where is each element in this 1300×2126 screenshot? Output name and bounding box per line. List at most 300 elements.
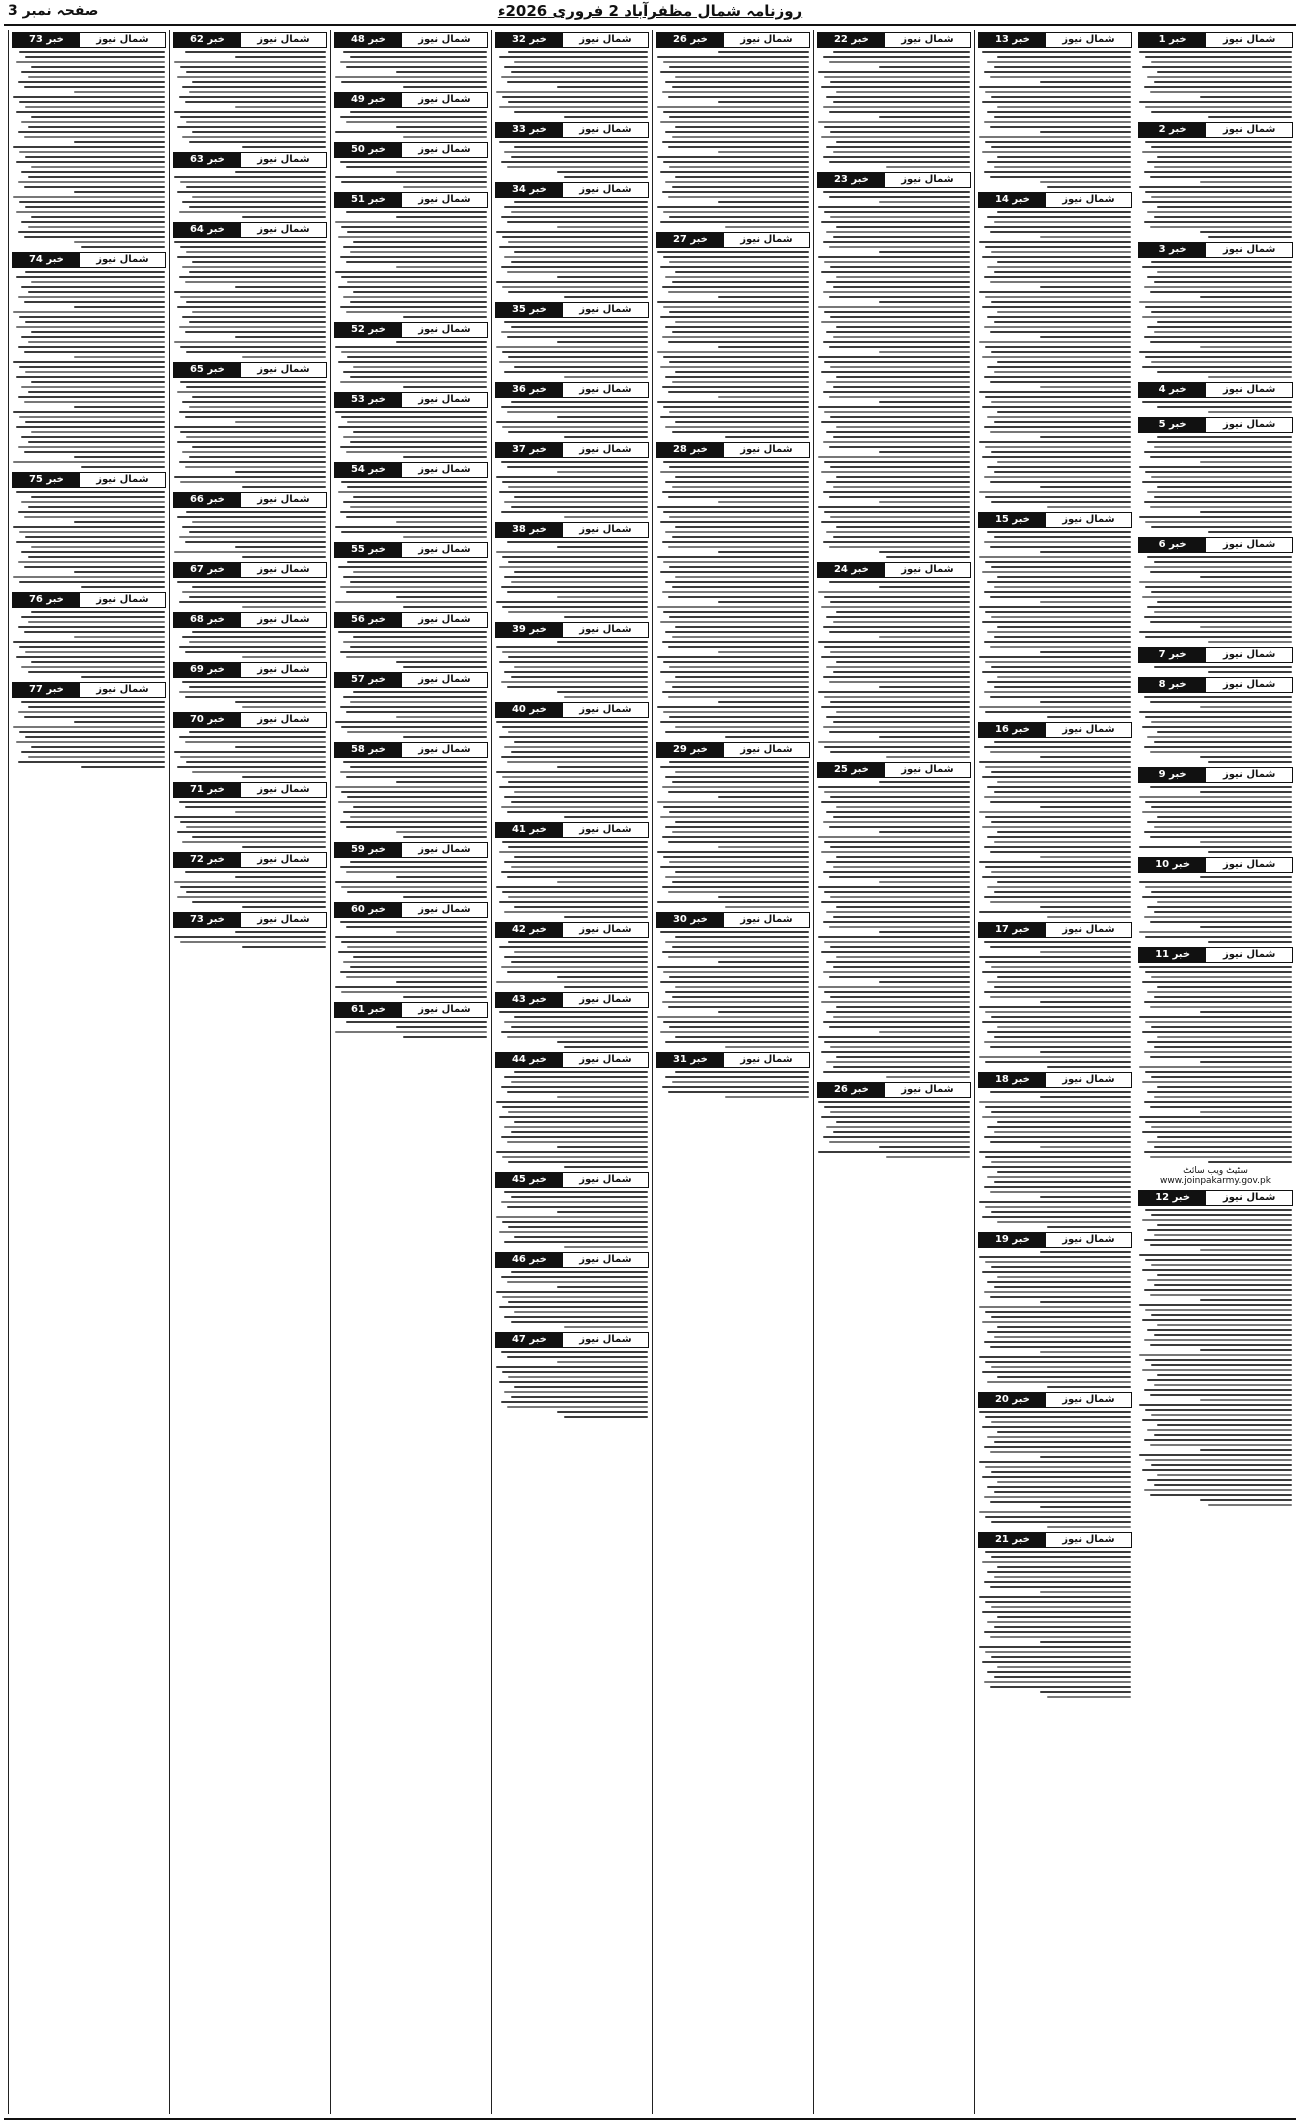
text-line	[1139, 881, 1292, 883]
news-source-label: شمال نیوز	[1222, 124, 1276, 135]
news-item-number: خبر 7	[1139, 648, 1206, 662]
text-line	[1139, 581, 1292, 583]
text-line	[990, 1046, 1131, 1048]
text-line	[879, 636, 970, 638]
news-item-header	[173, 562, 327, 578]
text-line	[24, 451, 165, 453]
text-line	[16, 741, 165, 743]
text-line	[990, 1191, 1131, 1193]
text-line	[1150, 1056, 1292, 1058]
text-line	[1150, 1106, 1292, 1108]
text-line	[979, 911, 1131, 913]
text-line	[235, 811, 326, 813]
text-line	[31, 381, 165, 383]
news-item-body	[978, 1251, 1132, 1388]
text-line	[657, 156, 809, 158]
news-item-body	[656, 251, 810, 438]
text-line	[182, 201, 326, 203]
text-line	[504, 501, 648, 503]
text-line	[879, 981, 970, 983]
news-item-header	[173, 912, 327, 928]
text-line	[997, 1616, 1131, 1618]
text-line	[821, 656, 970, 658]
text-line	[514, 1311, 648, 1313]
text-line	[982, 776, 1131, 778]
text-line	[879, 301, 970, 303]
text-line	[982, 1476, 1131, 1478]
text-line	[1139, 711, 1292, 713]
text-line	[396, 1026, 487, 1028]
text-line	[496, 601, 648, 603]
text-line	[1154, 1146, 1292, 1148]
text-line	[179, 326, 326, 328]
text-line	[1145, 1359, 1292, 1361]
text-line	[669, 616, 809, 618]
text-line	[1047, 1226, 1131, 1228]
text-line	[879, 881, 970, 883]
text-line	[663, 356, 809, 358]
text-line	[657, 401, 809, 403]
text-line	[1145, 471, 1292, 473]
news-item	[495, 1172, 649, 1248]
text-line	[24, 401, 165, 403]
text-line	[668, 196, 809, 198]
news-source-label: شمال نیوز	[257, 614, 310, 625]
text-line	[833, 1066, 970, 1068]
news-item-header	[173, 612, 327, 628]
text-line	[185, 871, 326, 873]
news-item-number: خبر 66	[174, 493, 241, 507]
text-line	[1150, 1344, 1292, 1346]
text-line	[818, 1151, 970, 1153]
text-line	[818, 356, 970, 358]
text-line	[192, 81, 326, 83]
text-line	[346, 776, 487, 778]
news-item-header	[495, 302, 649, 318]
text-line	[1154, 996, 1292, 998]
text-line	[514, 1386, 648, 1388]
text-line	[1147, 1329, 1292, 1331]
text-line	[338, 951, 487, 953]
text-line	[340, 161, 487, 163]
text-line	[1147, 161, 1292, 163]
text-line	[338, 566, 487, 568]
news-item	[978, 1072, 1132, 1228]
text-line	[499, 1116, 648, 1118]
text-line	[997, 56, 1131, 58]
text-line	[994, 271, 1131, 273]
text-line	[718, 396, 809, 398]
text-line	[984, 226, 1131, 228]
text-line	[501, 681, 648, 683]
text-line	[1200, 626, 1292, 628]
text-line	[665, 81, 809, 83]
text-line	[502, 96, 648, 98]
text-line	[662, 951, 809, 953]
news-item-body	[978, 941, 1132, 1068]
text-line	[180, 886, 326, 888]
text-line	[335, 786, 487, 788]
text-line	[346, 121, 487, 123]
text-line	[28, 506, 165, 508]
text-line	[235, 546, 326, 548]
text-line	[1157, 206, 1292, 208]
text-line	[350, 646, 487, 648]
text-line	[994, 1576, 1131, 1578]
text-line	[1157, 321, 1292, 323]
text-line	[823, 341, 970, 343]
text-line	[1147, 1379, 1292, 1381]
text-line	[982, 51, 1131, 53]
news-item-body	[1138, 786, 1293, 853]
text-line	[186, 386, 326, 388]
text-line	[564, 616, 648, 618]
news-item	[12, 472, 166, 588]
text-line	[818, 936, 970, 938]
text-line	[1154, 561, 1292, 563]
news-item	[495, 1052, 649, 1168]
text-line	[1147, 606, 1292, 608]
news-item-header	[978, 922, 1132, 938]
text-line	[514, 496, 648, 498]
news-item-header	[334, 392, 488, 408]
text-line	[985, 141, 1131, 143]
text-line	[1145, 1021, 1292, 1023]
text-line	[984, 1631, 1131, 1633]
news-item	[334, 32, 488, 88]
text-line	[507, 811, 648, 813]
text-line	[1154, 166, 1292, 168]
text-line	[830, 651, 970, 653]
text-line	[341, 791, 487, 793]
text-line	[675, 421, 809, 423]
news-item-number: خبر 41	[496, 823, 563, 837]
text-line	[501, 1201, 648, 1203]
text-line	[1040, 651, 1131, 653]
text-line	[350, 861, 487, 863]
text-line	[669, 861, 809, 863]
text-line	[353, 571, 487, 573]
text-line	[19, 316, 165, 318]
text-line	[672, 381, 809, 383]
text-line	[21, 386, 165, 388]
news-source-label: شمال نیوز	[418, 144, 471, 155]
news-item-header	[334, 672, 488, 688]
text-line	[994, 1036, 1131, 1038]
text-line	[1142, 1319, 1292, 1321]
text-line	[180, 296, 326, 298]
text-line	[672, 831, 809, 833]
text-line	[21, 436, 165, 438]
text-line	[672, 636, 809, 638]
text-line	[341, 886, 487, 888]
text-line	[660, 1031, 809, 1033]
news-source-label: شمال نیوز	[1222, 679, 1276, 690]
text-line	[660, 221, 809, 223]
news-item-header	[978, 512, 1132, 528]
text-line	[985, 816, 1131, 818]
text-line	[335, 526, 487, 528]
text-line	[501, 966, 648, 968]
text-line	[511, 261, 648, 263]
text-line	[979, 811, 1131, 813]
text-line	[990, 331, 1131, 333]
text-line	[177, 516, 326, 518]
text-line	[987, 631, 1131, 633]
text-line	[514, 666, 648, 668]
text-line	[979, 391, 1131, 393]
text-line	[833, 486, 970, 488]
text-line	[660, 766, 809, 768]
text-line	[16, 111, 165, 113]
text-line	[564, 916, 648, 918]
text-line	[1144, 221, 1292, 223]
text-line	[994, 1286, 1131, 1288]
text-line	[665, 941, 809, 943]
text-line	[353, 806, 487, 808]
text-line	[74, 406, 165, 408]
text-line	[1147, 1429, 1292, 1431]
text-line	[1151, 976, 1292, 978]
text-line	[508, 1111, 648, 1113]
text-line	[192, 836, 326, 838]
text-line	[31, 496, 165, 498]
text-line	[660, 316, 809, 318]
text-line	[24, 631, 165, 633]
text-line	[982, 151, 1131, 153]
text-line	[984, 991, 1131, 993]
text-line	[824, 841, 970, 843]
text-line	[987, 581, 1131, 583]
text-line	[675, 1071, 809, 1073]
text-line	[997, 1431, 1131, 1433]
text-line	[514, 951, 648, 953]
text-line	[504, 1391, 648, 1393]
text-line	[507, 1356, 648, 1358]
news-item	[334, 902, 488, 998]
text-line	[990, 481, 1131, 483]
text-line	[335, 76, 487, 78]
text-line	[343, 246, 487, 248]
text-line	[663, 806, 809, 808]
text-line	[13, 311, 165, 313]
text-line	[985, 91, 1131, 93]
text-line	[1145, 56, 1292, 58]
text-line	[1154, 81, 1292, 83]
text-line	[1139, 1016, 1292, 1018]
text-line	[985, 611, 1131, 613]
text-line	[501, 331, 648, 333]
text-line	[668, 1006, 809, 1008]
text-line	[982, 1426, 1131, 1428]
text-line	[341, 226, 487, 228]
text-line	[663, 561, 809, 563]
text-line	[177, 126, 326, 128]
text-line	[979, 1101, 1131, 1103]
news-item	[334, 542, 488, 608]
news-source-label: شمال نیوز	[579, 1054, 632, 1065]
news-item	[12, 252, 166, 468]
text-line	[396, 931, 487, 933]
text-line	[657, 656, 809, 658]
news-item-body	[495, 321, 649, 378]
news-item-header	[173, 362, 327, 378]
news-source-label: شمال نیوز	[901, 564, 954, 575]
text-line	[984, 641, 1131, 643]
news-item-number: خبر 13	[979, 33, 1046, 47]
text-line	[979, 956, 1131, 958]
text-line	[663, 1021, 809, 1023]
text-line	[668, 696, 809, 698]
text-line	[31, 331, 165, 333]
text-line	[28, 126, 165, 128]
text-line	[1150, 91, 1292, 93]
text-line	[1139, 1116, 1292, 1118]
text-line	[1047, 506, 1131, 508]
text-line	[672, 1081, 809, 1083]
text-line	[346, 451, 487, 453]
text-line	[826, 96, 970, 98]
text-line	[675, 371, 809, 373]
news-item-header	[1138, 122, 1293, 138]
text-line	[833, 1131, 970, 1133]
text-line	[991, 871, 1131, 873]
text-line	[507, 221, 648, 223]
text-line	[177, 76, 326, 78]
text-line	[821, 471, 970, 473]
text-line	[979, 861, 1131, 863]
text-line	[1200, 1499, 1292, 1501]
news-item-number: خبر 47	[496, 1333, 563, 1347]
text-line	[829, 396, 970, 398]
text-line	[1145, 586, 1292, 588]
text-line	[994, 741, 1131, 743]
text-line	[830, 1046, 970, 1048]
text-line	[990, 946, 1131, 948]
text-line	[1139, 186, 1292, 188]
text-line	[1157, 1136, 1292, 1138]
news-source-label: شمال نیوز	[740, 34, 793, 45]
text-line	[1157, 986, 1292, 988]
text-line	[829, 161, 970, 163]
text-line	[718, 151, 809, 153]
text-line	[504, 796, 648, 798]
text-line	[1139, 351, 1292, 353]
text-line	[663, 661, 809, 663]
text-line	[1150, 291, 1292, 293]
text-line	[990, 1586, 1131, 1588]
text-line	[657, 251, 809, 253]
text-line	[997, 831, 1131, 833]
text-line	[16, 376, 165, 378]
news-item-body	[978, 211, 1132, 508]
news-item-number: خبر 27	[657, 233, 724, 247]
text-line	[31, 216, 165, 218]
news-item-header	[817, 562, 971, 578]
text-line	[1200, 1299, 1292, 1301]
news-item-header	[817, 1082, 971, 1098]
news-source-label: شمال نیوز	[740, 444, 793, 455]
news-item-number: خبر 69	[174, 663, 241, 677]
text-line	[1208, 376, 1292, 378]
news-item-body	[495, 841, 649, 918]
text-line	[24, 516, 165, 518]
text-line	[1200, 876, 1292, 878]
text-line	[982, 1321, 1131, 1323]
text-line	[507, 876, 648, 878]
text-line	[879, 686, 970, 688]
text-line	[823, 541, 970, 543]
text-line	[1144, 831, 1292, 833]
text-line	[1147, 556, 1292, 558]
news-source-label: شمال نیوز	[257, 714, 310, 725]
news-item	[1138, 242, 1293, 378]
news-item-body	[334, 211, 488, 318]
text-line	[675, 821, 809, 823]
text-line	[1142, 1419, 1292, 1421]
news-item-header	[978, 1072, 1132, 1088]
text-line	[1150, 1244, 1292, 1246]
news-item-number: خبر 64	[174, 223, 241, 237]
text-line	[836, 1056, 970, 1058]
text-line	[985, 561, 1131, 563]
text-line	[991, 1471, 1131, 1473]
text-line	[663, 971, 809, 973]
text-line	[829, 346, 970, 348]
text-line	[1142, 1219, 1292, 1221]
text-line	[991, 501, 1131, 503]
text-line	[879, 551, 970, 553]
text-line	[836, 661, 970, 663]
text-line	[830, 416, 970, 418]
text-line	[718, 846, 809, 848]
news-item	[495, 1252, 649, 1328]
text-line	[346, 976, 487, 978]
text-line	[990, 381, 1131, 383]
text-line	[504, 911, 648, 913]
news-item-body	[495, 1071, 649, 1168]
text-line	[19, 581, 165, 583]
text-line	[235, 106, 326, 108]
text-line	[74, 456, 165, 458]
text-line	[1147, 991, 1292, 993]
text-line	[511, 156, 648, 158]
news-item-number: خبر 33	[496, 123, 563, 137]
news-item-body	[978, 51, 1132, 188]
news-item-header	[334, 1002, 488, 1018]
news-item	[173, 562, 327, 608]
text-line	[833, 151, 970, 153]
text-line	[879, 351, 970, 353]
news-item-header	[334, 742, 488, 758]
text-line	[984, 691, 1131, 693]
text-line	[28, 341, 165, 343]
text-line	[511, 751, 648, 753]
text-line	[668, 646, 809, 648]
text-line	[836, 906, 970, 908]
text-line	[353, 691, 487, 693]
text-line	[24, 236, 165, 238]
text-line	[994, 471, 1131, 473]
text-line	[1151, 1414, 1292, 1416]
text-line	[74, 241, 165, 243]
text-line	[502, 726, 648, 728]
text-line	[994, 321, 1131, 323]
text-line	[499, 661, 648, 663]
text-line	[984, 276, 1131, 278]
text-line	[13, 726, 165, 728]
text-line	[1040, 856, 1131, 858]
